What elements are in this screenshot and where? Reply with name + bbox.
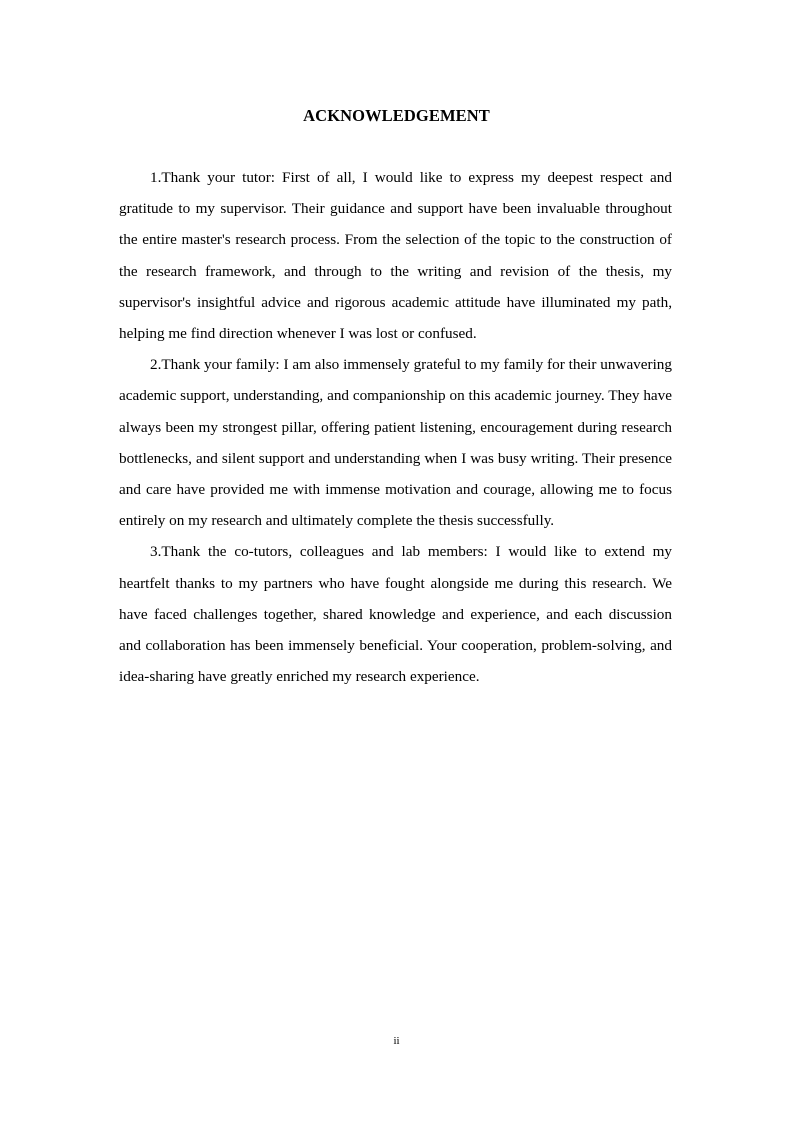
paragraph-colleagues: 3.Thank the co-tutors, colleagues and lab members: I would like to extend my heartfelt thanks to my partners who have fought alongside me during this research. We have faced challenges together, shared knowledge and experience, and each discussion and collaboration has been immensely beneficial. Your cooperation, problem-solving, and idea-sharing have greatly enriched my research experience. (119, 543, 672, 686)
acknowledgement-body (119, 162, 672, 692)
paragraph-family: 2.Thank your family: I am also immensely grateful to my family for their unwavering academic support, understanding, and companionship on this academic journey. They have always been my strongest pillar, offering patient listening, encouragement during research bottlenecks, and silent support and understanding when I was busy writing. Their presence and care have provided me with immense motivation and courage, allowing me to focus entirely on my research and ultimately complete the thesis successfully. (119, 356, 672, 530)
page-number: ii (393, 1035, 400, 1047)
paragraph-tutor: 1.Thank your tutor: First of all, I would like to express my deepest respect and gratitude to my supervisor. Their guidance and support have been invaluable throughout the entire master's research process. From the selection of the topic to the construction of the research framework, and through to the writing and revision of the thesis, my supervisor's insightful advice and rigorous academic attitude have illuminated my path, helping me find direction whenever I was lost or confused. (119, 169, 672, 343)
page-title: ACKNOWLEDGEMENT (303, 106, 490, 125)
